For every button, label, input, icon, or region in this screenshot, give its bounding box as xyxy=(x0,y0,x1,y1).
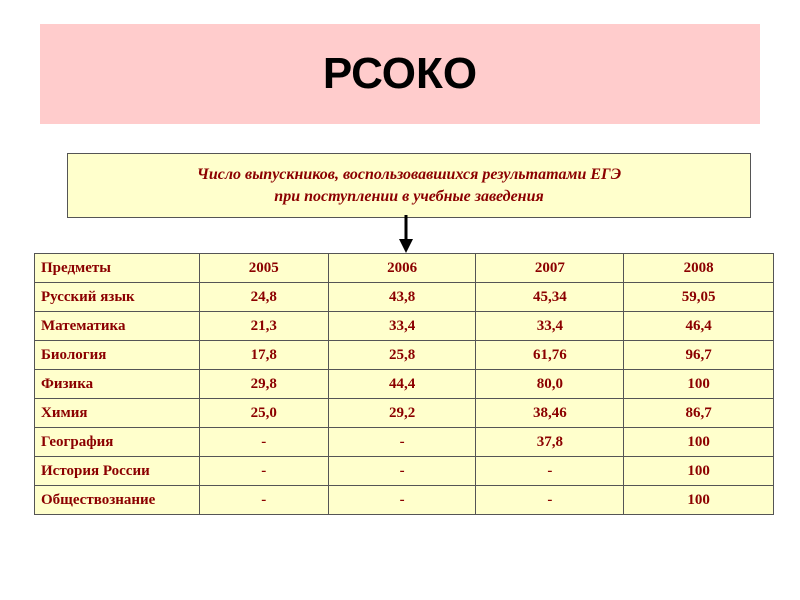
value-cell: 46,4 xyxy=(624,312,774,341)
value-cell: 43,8 xyxy=(328,283,476,312)
table-header-row xyxy=(35,254,774,283)
value-cell: 80,0 xyxy=(476,370,624,399)
table-row xyxy=(35,457,774,486)
value-cell: 17,8 xyxy=(199,341,328,370)
header-cell: 2008 xyxy=(624,254,774,283)
table-row xyxy=(35,428,774,457)
value-cell: 100 xyxy=(624,457,774,486)
value-cell: 38,46 xyxy=(476,399,624,428)
value-cell: 33,4 xyxy=(328,312,476,341)
value-cell: - xyxy=(199,486,328,515)
subject-cell: География xyxy=(35,428,200,457)
value-cell: - xyxy=(199,457,328,486)
value-cell: 24,8 xyxy=(199,283,328,312)
value-cell: 33,4 xyxy=(476,312,624,341)
page-title: РСОКО xyxy=(322,49,478,98)
caption-box xyxy=(67,153,751,218)
results-table xyxy=(34,253,774,515)
value-cell: 37,8 xyxy=(476,428,624,457)
table-row xyxy=(35,283,774,312)
value-cell: 29,2 xyxy=(328,399,476,428)
value-cell: - xyxy=(199,428,328,457)
value-cell: 59,05 xyxy=(624,283,774,312)
caption-line-1: Число выпускников, воспользовавшихся результатами ЕГЭ xyxy=(196,165,622,183)
value-cell: 61,76 xyxy=(476,341,624,370)
header-cell: Предметы xyxy=(35,254,200,283)
header-cell: 2005 xyxy=(199,254,328,283)
value-cell: 25,8 xyxy=(328,341,476,370)
value-cell: 96,7 xyxy=(624,341,774,370)
subject-cell: Химия xyxy=(35,399,200,428)
value-cell: 21,3 xyxy=(199,312,328,341)
value-cell: 86,7 xyxy=(624,399,774,428)
subject-cell: Биология xyxy=(35,341,200,370)
value-cell: - xyxy=(328,457,476,486)
value-cell: 100 xyxy=(624,428,774,457)
table-row xyxy=(35,341,774,370)
value-cell: - xyxy=(476,486,624,515)
title-band xyxy=(40,24,760,124)
table-row xyxy=(35,312,774,341)
table-row xyxy=(35,370,774,399)
subject-cell: Обществознание xyxy=(35,486,200,515)
caption-line-2: при поступлении в учебные заведения xyxy=(274,187,544,205)
value-cell: 44,4 xyxy=(328,370,476,399)
value-cell: 25,0 xyxy=(199,399,328,428)
value-cell: - xyxy=(476,457,624,486)
value-cell: 100 xyxy=(624,486,774,515)
arrow-down-icon xyxy=(396,215,416,255)
table-row xyxy=(35,486,774,515)
table-row xyxy=(35,399,774,428)
header-cell: 2006 xyxy=(328,254,476,283)
value-cell: - xyxy=(328,428,476,457)
subject-cell: Русский язык xyxy=(35,283,200,312)
header-cell: 2007 xyxy=(476,254,624,283)
value-cell: 29,8 xyxy=(199,370,328,399)
subject-cell: История России xyxy=(35,457,200,486)
value-cell: 45,34 xyxy=(476,283,624,312)
value-cell: - xyxy=(328,486,476,515)
subject-cell: Физика xyxy=(35,370,200,399)
value-cell: 100 xyxy=(624,370,774,399)
subject-cell: Математика xyxy=(35,312,200,341)
